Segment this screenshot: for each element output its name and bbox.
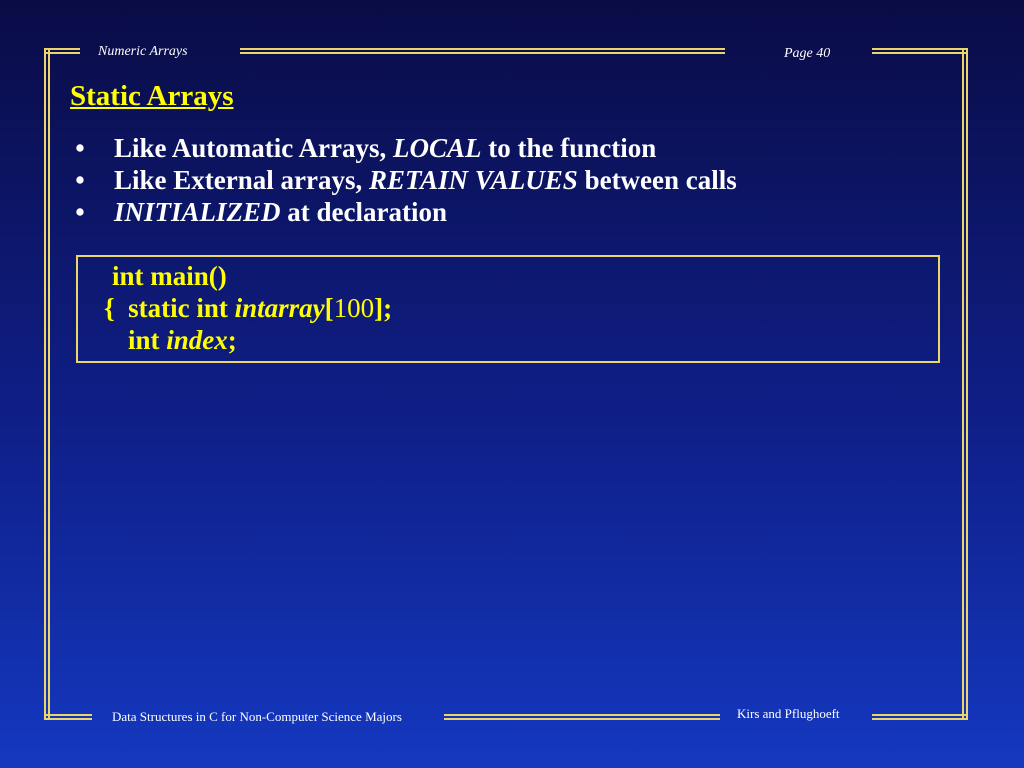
code-box xyxy=(76,255,940,363)
code-line-3-suffix: ; xyxy=(227,325,237,355)
frame-bottom-right-line xyxy=(872,714,968,720)
slide-title: Static Arrays xyxy=(70,80,234,112)
bullet-marker: • xyxy=(75,197,85,227)
frame-left-line xyxy=(44,48,50,718)
footer-authors: Kirs and Pflughoeft xyxy=(737,706,840,721)
bullet-list xyxy=(70,132,930,232)
bullet-text xyxy=(114,196,447,228)
code-line-2-suffix: ]; xyxy=(374,293,393,323)
bullet-prefix: Like External arrays, xyxy=(114,165,369,195)
frame-bottom-middle-line xyxy=(444,714,720,720)
code-var-index: index xyxy=(166,325,228,355)
bullet-marker: • xyxy=(75,133,85,163)
code-line-1: int main() xyxy=(112,261,227,291)
code-array-size: 100 xyxy=(333,293,375,323)
bullet-text xyxy=(114,164,737,196)
bullet-suffix: to the function xyxy=(481,133,657,163)
code-line-3-prefix: int xyxy=(128,325,167,355)
page-number: Page 40 xyxy=(784,46,831,61)
code-line-2 xyxy=(104,292,392,324)
code-var-intarray: intarray xyxy=(234,293,325,323)
bullet-prefix: Like Automatic Arrays, xyxy=(114,133,393,163)
bullet-suffix: at declaration xyxy=(280,197,448,227)
code-bracket-open: [ xyxy=(324,293,334,323)
frame-top-middle-line xyxy=(240,48,725,54)
bullet-marker: • xyxy=(75,165,85,195)
frame-right-line xyxy=(962,48,968,718)
code-line-2-prefix: { static int xyxy=(104,293,235,323)
code-line-3 xyxy=(128,324,237,356)
bullet-text xyxy=(114,132,656,164)
frame-top-right-line xyxy=(872,48,968,54)
section-label: Numeric Arrays xyxy=(98,44,188,59)
frame-bottom-left-line xyxy=(44,714,92,720)
footer-course: Data Structures in C for Non-Computer Science Majors xyxy=(112,709,402,724)
bullet-emphasis: INITIALIZED xyxy=(114,197,281,227)
bullet-suffix: between calls xyxy=(577,165,737,195)
bullet-emphasis: RETAIN VALUES xyxy=(368,165,578,195)
bullet-emphasis: LOCAL xyxy=(392,133,482,163)
